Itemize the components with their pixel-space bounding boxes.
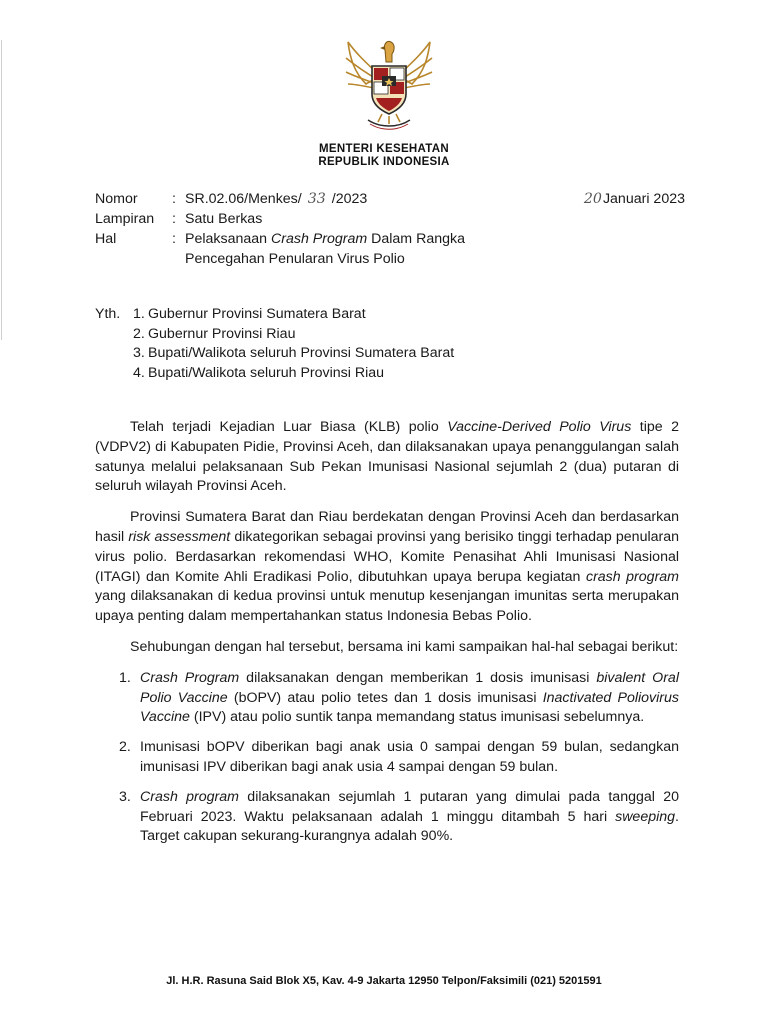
hal-text-italic: Crash Program [270,231,368,247]
item1-italic-c: bivalent Oral Polio Vaccine [140,669,679,706]
meta-row-hal [95,229,685,269]
garuda-tail-feet [368,114,410,129]
item1-italic-a: Crash Program [140,669,240,686]
garuda-emblem-icon [340,36,438,132]
meta-row-lampiran [95,209,685,229]
addressee-text: Gubernur Provinsi Riau [148,325,296,342]
list-item [95,738,679,778]
garuda-shield [372,66,406,114]
item3-text-d: . Target cakupan sekurang-kurangnya adalah 90%. [140,808,679,845]
nomor-handwritten: 33 [307,191,326,207]
addressee-item [95,325,454,345]
p2-text-italic-2: crash program [585,568,679,585]
letter-footer-address: Jl. H.R. Rasuna Said Blok X5, Kav. 4-9 Jakarta 12950 Telpon/Faksimili (021) 5201591 [166,975,602,987]
hal-value [185,229,685,269]
p1-text-c: tipe 2 (VDPV2) di Kabupaten Pidie, Provinsi Aceh, dan dilaksanakan upaya penanggulangan salah satunya melalui pelaksanaan Sub Pekan Imunisasi Nasional sejumlah 2 (dua) putaran di seluruh wilayah Provinsi Aceh. [95,419,679,495]
nomor-colon: : [172,191,176,207]
list-item [95,788,679,847]
addressee-number: 4. [133,364,145,381]
addressee-list [95,305,454,383]
garuda-head [380,41,394,62]
letter-date [584,189,685,209]
nomor-suffix: /2023 [331,191,368,207]
hal-colon: : [172,231,176,247]
numbered-list [95,669,679,847]
letterhead-line2: REPUBLIK INDONESIA [318,156,450,168]
addressee-item [95,344,454,364]
nomor-label: Nomor [95,191,138,207]
item1-italic-e: Inactivated Poliovirus Vaccine [140,689,679,726]
item1-text-b: dilaksanakan dengan memberikan 1 dosis imunisasi [239,669,597,686]
addressee-text: Gubernur Provinsi Sumatera Barat [148,306,366,322]
date-day-handwritten: 20 [583,191,602,207]
addressee-number: 1. [133,306,145,322]
hal-text-line2: Pencegahan Penularan Virus Polio [185,251,405,267]
p2-text-italic-1: risk assessment [128,528,231,545]
page-edge-line [1,40,2,340]
item1-text-d: (bOPV) atau polio tetes dan 1 dosis imunisasi [227,689,543,706]
letter-meta [95,189,685,269]
letter-body [95,418,679,857]
item3-italic-c: sweeping [615,808,676,825]
letterhead [0,143,768,169]
addressee-number: 2. [133,325,145,342]
body-paragraph-2 [95,508,679,627]
item3-text-b: dilaksanakan sejumlah 1 putaran yang dimulai pada tanggal 20 Februari 2023. Waktu pelaksanaan adalah 1 minggu ditambah 5 hari [140,788,679,825]
p1-text-a: Telah terjadi Kejadian Luar Biasa (KLB) polio [130,419,448,435]
p2-text-e: yang dilaksanakan di kedua provinsi untuk menutup kesenjangan imunitas serta merupakan upaya penting dalam mempertahankan status Indonesia Bebas Polio. [95,588,679,625]
addressee-prefix: Yth. [95,306,121,322]
addressee-text: Bupati/Walikota seluruh Provinsi Sumatera Barat [148,345,455,361]
list-item-text [140,669,679,728]
hal-label: Hal [95,231,117,247]
p1-text-italic: Vaccine-Derived Polio Virus [447,419,632,435]
lampiran-colon: : [172,211,176,227]
item1-text-f: (IPV) atau polio suntik tanpa memandang status imunisasi sebelumnya. [189,709,645,726]
item3-italic-a: Crash program [140,788,239,805]
addressee-text: Bupati/Walikota seluruh Provinsi Riau [148,364,385,381]
lampiran-label: Lampiran [95,211,155,227]
p2-text-a: Provinsi Sumatera Barat dan Riau berdekatan dengan Provinsi Aceh dan berdasarkan hasil [95,509,679,545]
list-item-text [140,788,679,847]
lampiran-value: Satu Berkas [185,211,263,227]
date-month-year: Januari 2023 [602,191,685,207]
body-paragraph-3: Sehubungan dengan hal tersebut, bersama ini kami sampaikan hal-hal sebagai berikut: [130,638,679,655]
list-item-number: 1. [119,669,131,686]
addressee-number: 3. [133,345,145,361]
body-paragraph-1 [95,418,679,497]
letterhead-line1: MENTERI KESEHATAN [319,143,449,155]
p2-text-c: dikategorikan sebagai provinsi yang berisiko tinggi terhadap penularan virus polio. Berdasarkan rekomendasi WHO, Komite Penasihat Ahli Imunisasi Nasional (ITAGI) dan Komite Ahli Eradikasi Polio, dibutuhkan upaya berupa kegiatan [95,528,680,585]
list-item-number: 3. [119,788,131,805]
hal-text-pre: Pelaksanaan [185,231,271,247]
list-item-text: Imunisasi bOPV diberikan bagi anak usia 0 sampai dengan 59 bulan, sedangkan imunisasi IPV diberikan bagi anak usia 4 sampai dengan 59 bulan. [140,739,679,775]
addressee-item [95,364,454,384]
list-item-number: 2. [119,739,131,756]
hal-text-post: Dalam Rangka [367,231,465,247]
addressee-item [95,305,454,325]
list-item [95,669,679,728]
nomor-prefix: SR.02.06/Menkes/ [185,191,302,207]
